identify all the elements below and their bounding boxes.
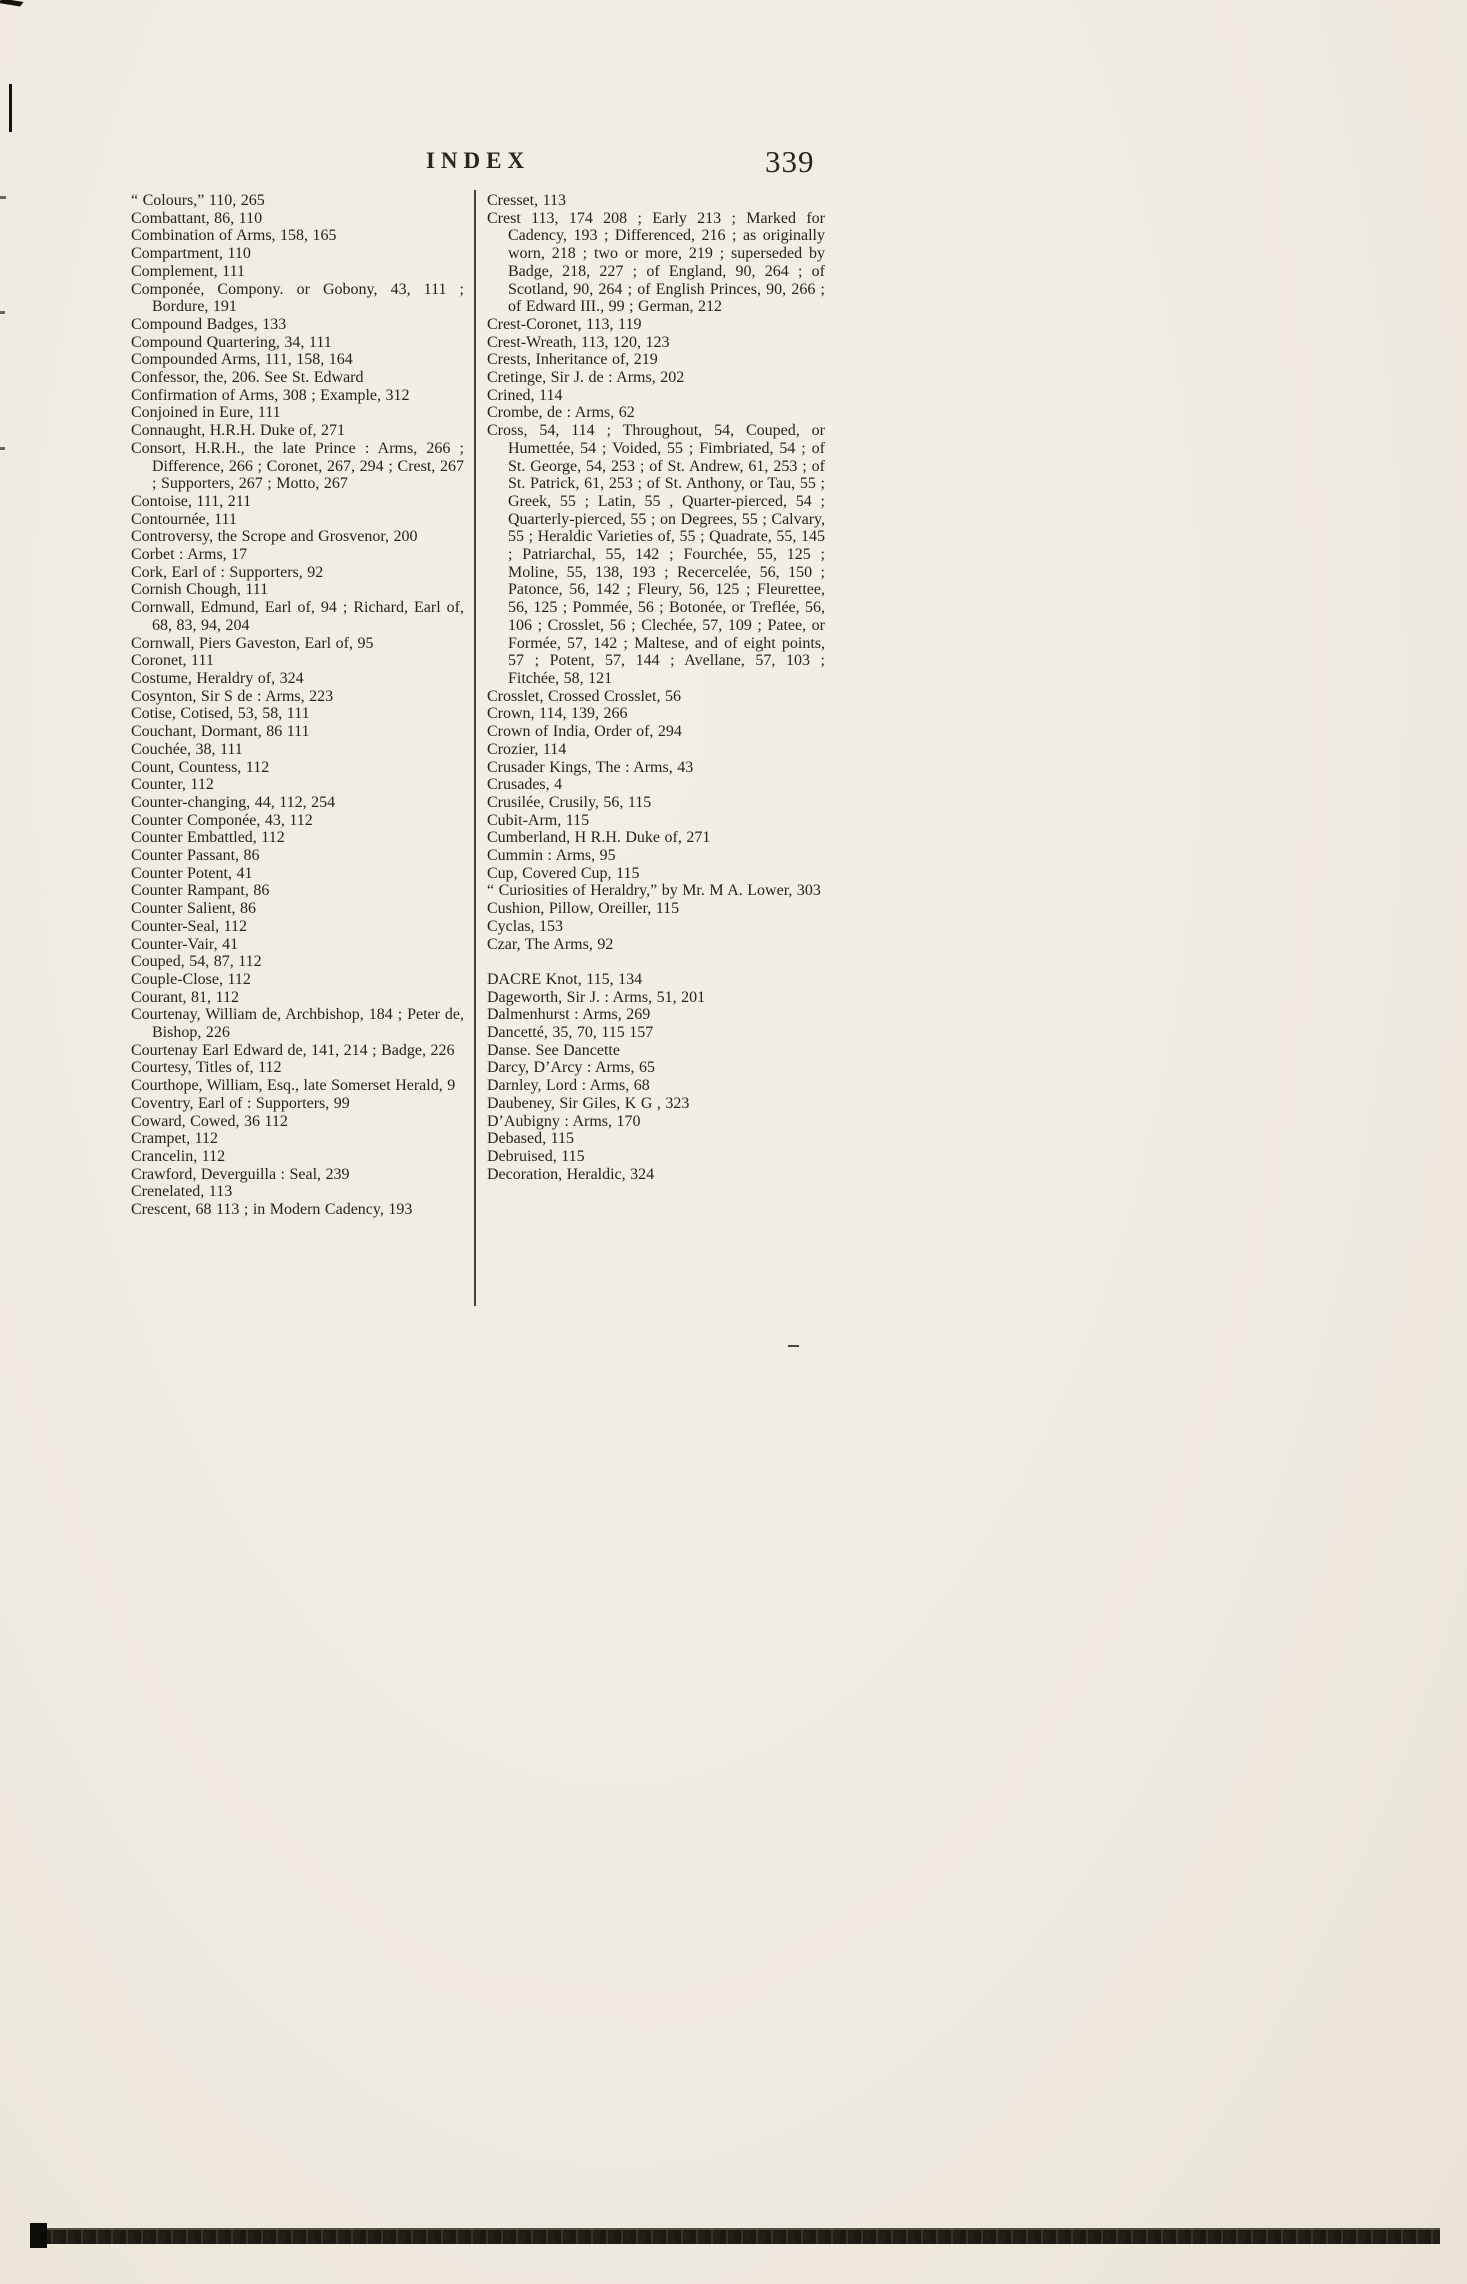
index-entry: Dageworth, Sir J. : Arms, 51, 201 (487, 988, 706, 1006)
index-entry: Crusades, 4 (487, 776, 563, 794)
index-entry: Crest 113, 174 208 ; Early 213 ; Marked for Cadency, 193 ; Differenced, 216 ; as originally worn, 218 ; two or more, 219 ; superseded by Badge, 218, 227 ; of England, 90, 264 ; of Scotland, 90, 264 ; of English Princes, 90, 266 ; of Edward III., 99 ; German, 212 (487, 209, 825, 316)
index-entry: Daubeney, Sir Giles, K G , 323 (487, 1094, 690, 1112)
index-entry: Coronet, 111 (131, 652, 214, 670)
index-entry: Cumberland, H R.H. Duke of, 271 (487, 829, 711, 847)
index-entry: Darnley, Lord : Arms, 68 (487, 1077, 650, 1095)
index-entry: Decoration, Heraldic, 324 (487, 1165, 655, 1183)
index-entry: Crests, Inheritance of, 219 (487, 351, 658, 369)
index-entry: Couchant, Dormant, 86 111 (131, 723, 310, 741)
index-entry: Counter Rampant, 86 (131, 882, 270, 900)
index-entry: D’Aubigny : Arms, 170 (487, 1112, 641, 1130)
index-entry: Counter Passant, 86 (131, 847, 260, 865)
index-entry: Counter-Seal, 112 (131, 917, 248, 935)
index-entry: Crown of India, Order of, 294 (487, 723, 682, 741)
index-entry: Controversy, the Scrope and Grosvenor, 200 (131, 528, 418, 546)
index-entry: Crancelin, 112 (131, 1147, 226, 1165)
index-entry: Cornwall, Edmund, Earl of, 94 ; Richard, Earl of, 68, 83, 94, 204 (131, 599, 464, 634)
index-entry: Darcy, D’Arcy : Arms, 65 (487, 1059, 656, 1077)
index-entry: Coventry, Earl of : Supporters, 99 (131, 1094, 350, 1112)
page-number: 339 (765, 144, 815, 179)
scan-bottom-edge-band (30, 2228, 1440, 2244)
index-entry: Cornish Chough, 111 (131, 581, 269, 599)
index-entry: Cross, 54, 114 ; Throughout, 54, Couped, or Humettée, 54 ; Voided, 55 ; Fimbriated, 54 ; of St. George, 54, 253 ; of St. Andrew, 61, 253 ; of St. Patrick, 61, 253 ; of St. Anthony, or Tau, 55 ; Greek, 55 ; Latin, 55 , Quarter-pierced, 54 ; Quarterly-pierced, 55 ; on Degrees, 55 ; Calvary, 55 ; Heraldic Varieties of, 55 ; Quadrate, 55, 145 ; Patriarchal, 55, 142 ; Fourchée, 55, 125 ; Moline, 55, 138, 193 ; Recercelée, 56, 150 ; Patonce, 56, 142 ; Fleury, 56, 125 ; Fleurettee, 56, 125 ; Pommée, 56 ; Botonée, or Treflée, 56, 106 ; Crosslet, 56 ; Clechée, 57, 109 ; Patee, or Formée, 57, 142 ; Maltese, and of eight points, 57 ; Potent, 57, 144 ; Avellane, 57, 103 ; Fitchée, 58, 121 (487, 422, 825, 687)
index-entry: Connaught, H.R.H. Duke of, 271 (131, 422, 345, 440)
index-entry: Couple-Close, 112 (131, 970, 251, 988)
index-entry: Counter Embattled, 112 (131, 829, 285, 847)
index-entry: Crawford, Deverguilla : Seal, 239 (131, 1165, 350, 1183)
index-entry: Cretinge, Sir J. de : Arms, 202 (487, 369, 685, 387)
index-entry: Consort, H.R.H., the late Prince : Arms, 266 ; Difference, 266 ; Coronet, 267, 294 ; Crest, 267 ; Supporters, 267 ; Motto, 267 (131, 439, 464, 493)
index-entry: Combattant, 86, 110 (131, 209, 263, 227)
index-entry: Cresset, 113 (487, 192, 567, 209)
index-entry: DACRE Knot, 115, 134 (487, 970, 643, 988)
index-entry: Crombe, de : Arms, 62 (487, 404, 635, 422)
scan-mark-left-edge-icon (9, 84, 12, 132)
index-entry: Confirmation of Arms, 308 ; Example, 312 (131, 386, 410, 404)
index-entry: Counter-changing, 44, 112, 254 (131, 793, 336, 811)
index-entry: Cornwall, Piers Gaveston, Earl of, 95 (131, 634, 374, 652)
index-entry: Cup, Covered Cup, 115 (487, 864, 640, 882)
index-entry: Conjoined in Eure, 111 (131, 404, 281, 422)
index-entry: Czar, The Arms, 92 (487, 935, 614, 953)
index-entry: Compound Quartering, 34, 111 (131, 333, 332, 351)
index-entry: Coward, Cowed, 36 112 (131, 1112, 288, 1130)
index-entry: “ Colours,” 110, 265 (131, 192, 265, 209)
index-entry: Counter Salient, 86 (131, 900, 256, 918)
index-entry: Cushion, Pillow, Oreiller, 115 (487, 900, 680, 918)
scan-speck-icon (0, 311, 5, 314)
index-entry: Debased, 115 (487, 1130, 574, 1148)
index-entry: Cubit-Arm, 115 (487, 811, 590, 829)
index-entry: Cotise, Cotised, 53, 58, 111 (131, 705, 310, 723)
index-entry: Crosslet, Crossed Crosslet, 56 (487, 687, 681, 705)
index-entry: Cyclas, 153 (487, 917, 564, 935)
index-entry: Crenelated, 113 (131, 1183, 233, 1201)
index-column-right (487, 192, 825, 1183)
index-entry: Counter, 112 (131, 776, 214, 794)
scan-speck-icon (0, 447, 5, 450)
index-entry: Couped, 54, 87, 112 (131, 953, 262, 971)
index-entry: Dancetté, 35, 70, 115 157 (487, 1024, 654, 1042)
index-entry: Courtesy, Titles of, 112 (131, 1059, 282, 1077)
index-entry: Compounded Arms, 111, 158, 164 (131, 351, 353, 369)
index-entry: Courtenay, William de, Archbishop, 184 ; Peter de, Bishop, 226 (131, 1006, 464, 1042)
index-entry: Compound Badges, 133 (131, 315, 287, 333)
index-entry: Crozier, 114 (487, 740, 567, 758)
index-entry: Complement, 111 (131, 262, 245, 280)
index-entry: Componée, Compony. or Gobony, 43, 111 ; Bordure, 191 (131, 280, 464, 316)
index-entry: Couchée, 38, 111 (131, 740, 243, 758)
index-entry: Crest-Wreath, 113, 120, 123 (487, 333, 670, 351)
index-entry: Courant, 81, 112 (131, 988, 239, 1006)
index-entry: Cork, Earl of : Supporters, 92 (131, 563, 324, 581)
index-entry: Cosynton, Sir S de : Arms, 223 (131, 687, 334, 705)
page-title: INDEX (425, 148, 531, 173)
index-entry: Crown, 114, 139, 266 (487, 705, 628, 723)
index-entry: Contournée, 111 (131, 510, 237, 528)
index-entry: Crined, 114 (487, 386, 563, 404)
scan-speck-icon (0, 196, 6, 199)
index-entry: Combination of Arms, 158, 165 (131, 227, 337, 245)
column-divider-rule (474, 190, 476, 1306)
index-entry: Crescent, 68 113 ; in Modern Cadency, 193 (131, 1201, 413, 1219)
index-entry: Counter Potent, 41 (131, 864, 253, 882)
index-entry: Debruised, 115 (487, 1147, 585, 1165)
index-entry: Cummin : Arms, 95 (487, 847, 616, 865)
index-column-left (131, 192, 464, 1219)
scan-bottom-edge-block-icon (30, 2223, 47, 2248)
index-entry: Confessor, the, 206. See St. Edward (131, 369, 364, 387)
index-entry: Compartment, 110 (131, 245, 251, 263)
index-entry: Counter-Vair, 41 (131, 935, 239, 953)
index-entry: Crest-Coronet, 113, 119 (487, 315, 642, 333)
scan-stray-dash-icon (788, 1345, 799, 1347)
index-entry: Courtenay Earl Edward de, 141, 214 ; Badge, 226 (131, 1041, 455, 1059)
index-entry: Contoise, 111, 211 (131, 492, 252, 510)
index-entry (487, 953, 825, 971)
scan-mark-top-left-icon (0, 0, 24, 6)
index-entry: Danse. See Dancette (487, 1041, 620, 1059)
index-entry: Dalmenhurst : Arms, 269 (487, 1006, 651, 1024)
index-entry: Crusilée, Crusily, 56, 115 (487, 793, 652, 811)
index-entry: “ Curiosities of Heraldry,” by Mr. M A. Lower, 303 (487, 882, 821, 900)
index-entry: Counter Componée, 43, 112 (131, 811, 313, 829)
index-entry: Count, Countess, 112 (131, 758, 270, 776)
index-entry: Crampet, 112 (131, 1130, 218, 1148)
index-entry: Crusader Kings, The : Arms, 43 (487, 758, 694, 776)
index-entry: Corbet : Arms, 17 (131, 546, 248, 564)
index-entry: Costume, Heraldry of, 324 (131, 669, 304, 687)
index-entry: Courthope, William, Esq., late Somerset Herald, 9 (131, 1077, 456, 1095)
